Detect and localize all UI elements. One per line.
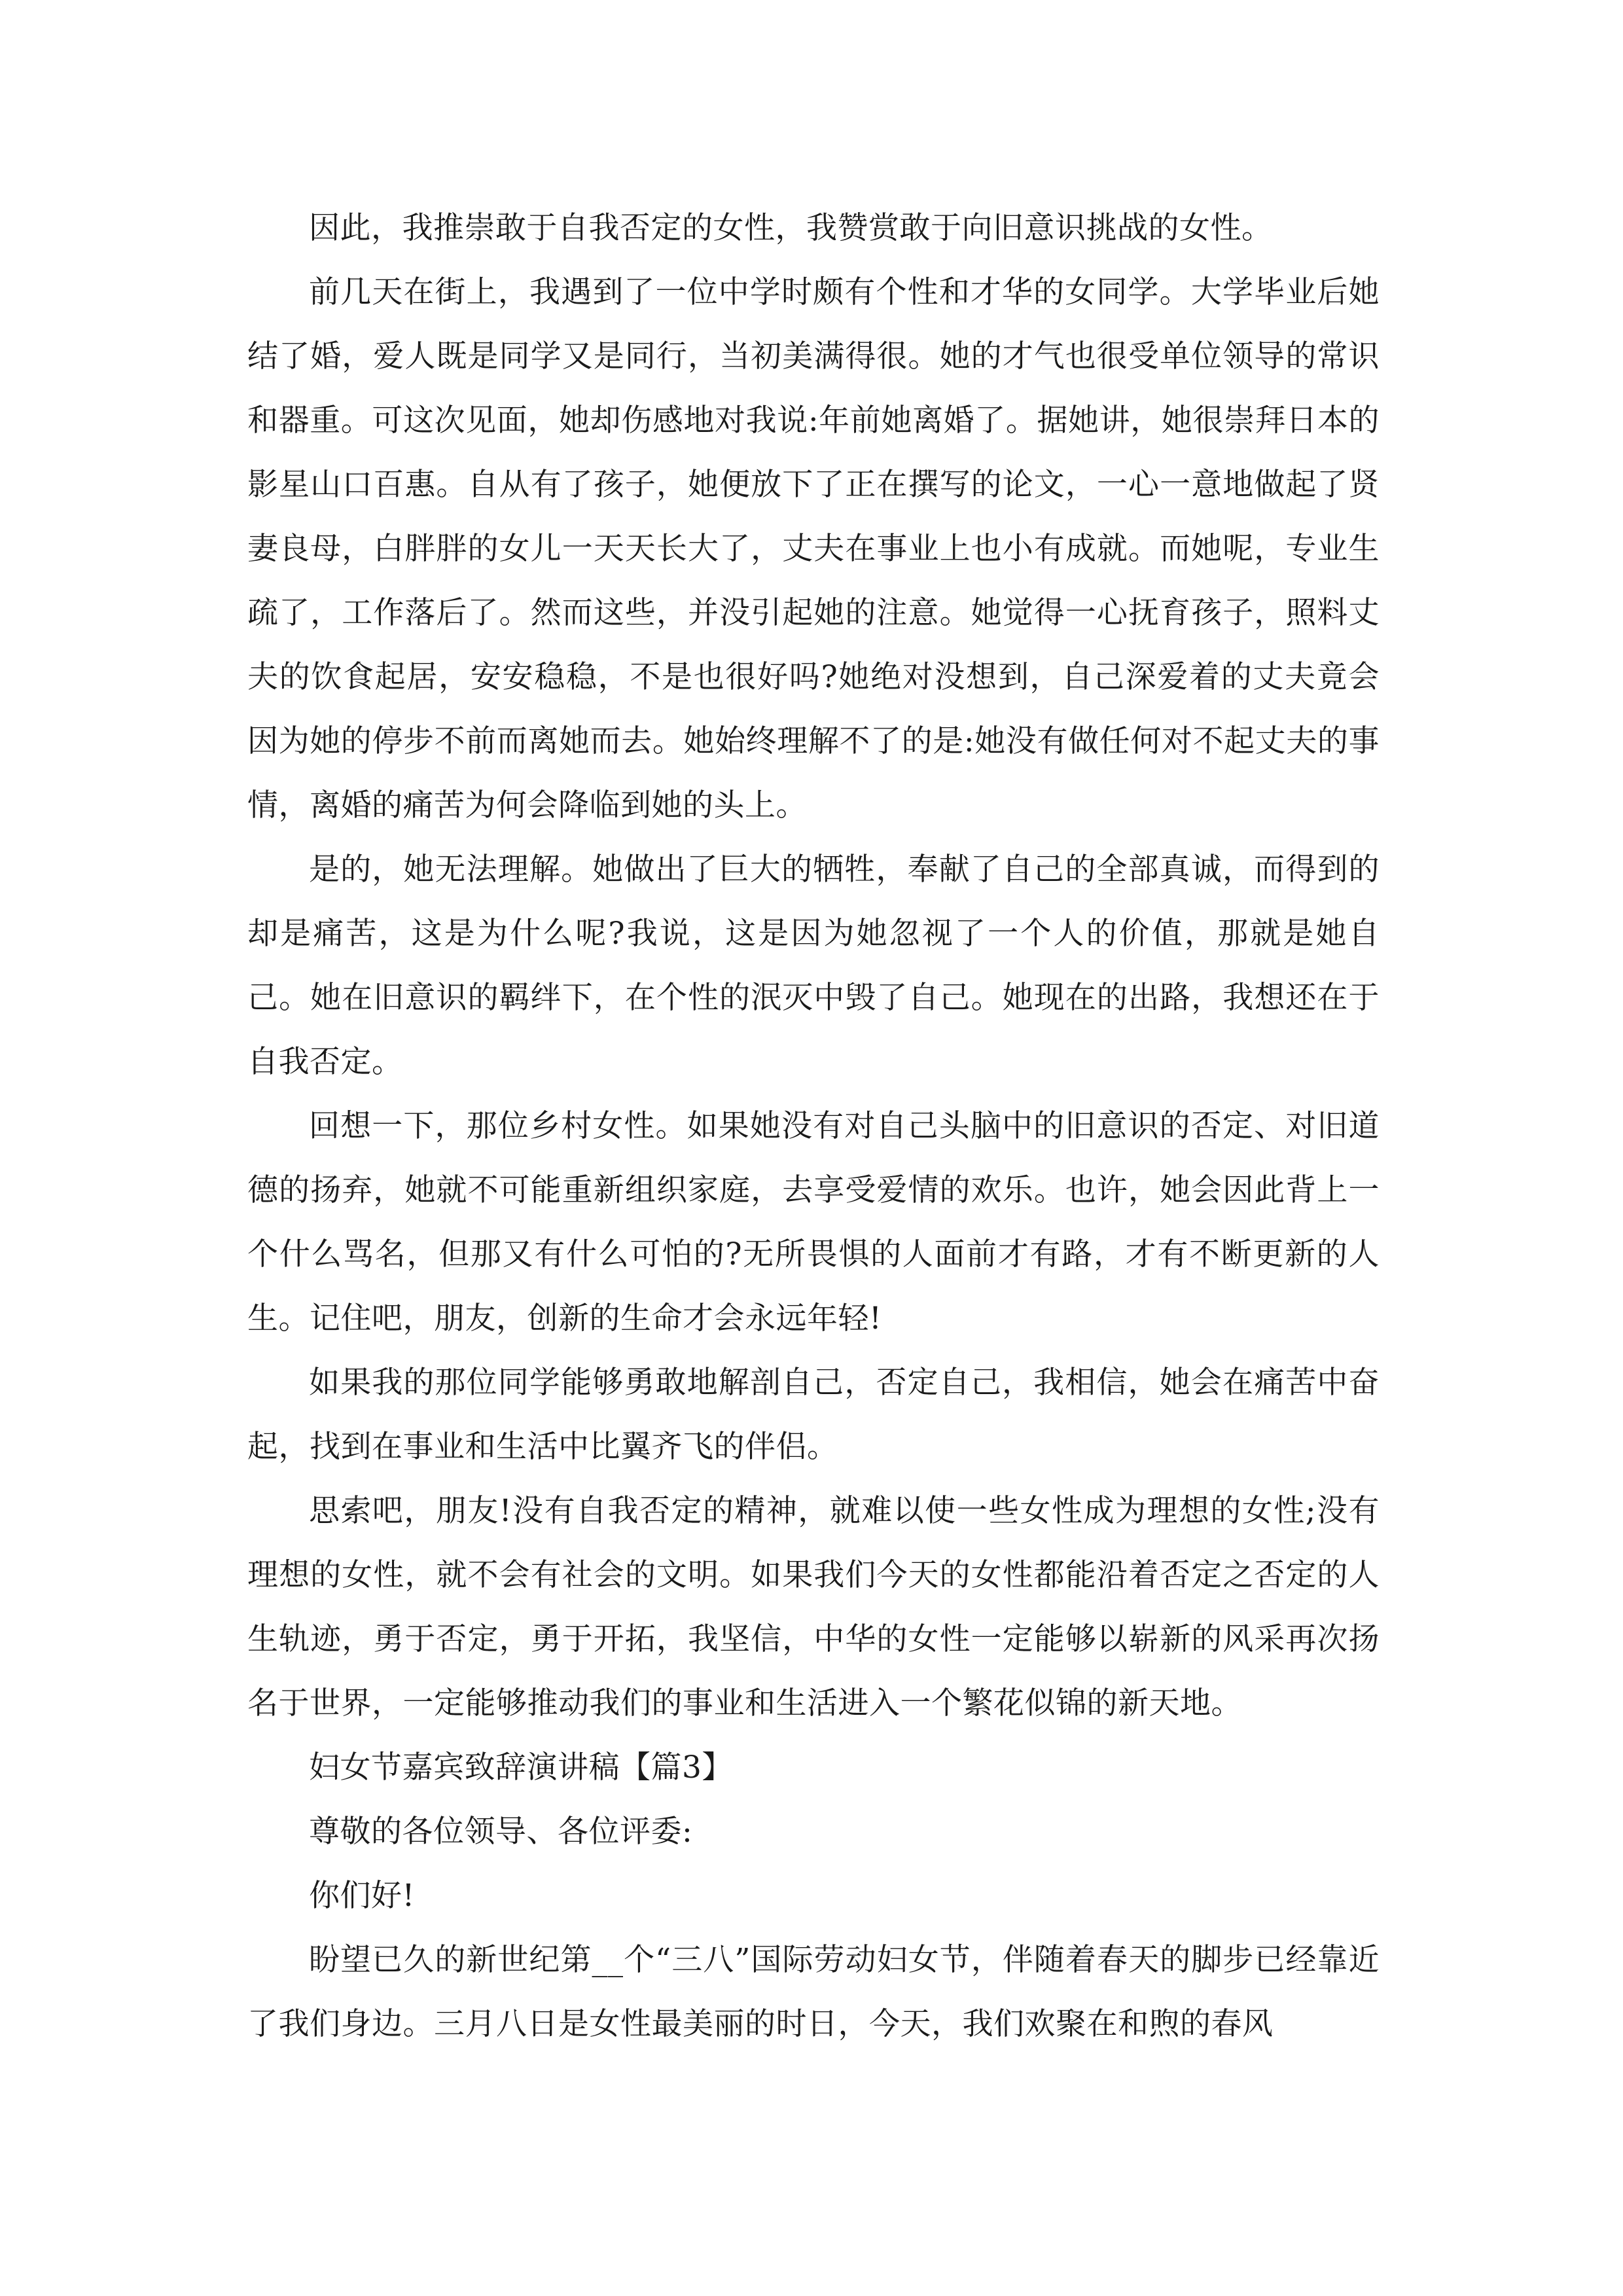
paragraph-1 (247, 196, 1380, 260)
heading-text: 妇女节嘉宾致辞演讲稿【篇3】 (309, 1749, 733, 1785)
document-body (247, 196, 1380, 2056)
salutation (247, 1800, 1380, 1864)
paragraph-text: 盼望已久的新世纪第__个“三八”国际劳动妇女节，伴随着春天的脚步已经靠近了我们身边。三月八日是女性最美丽的时日，今天，我们欢聚在和煦的春风 (247, 1942, 1380, 2042)
salutation-text: 尊敬的各位领导、各位评委: (309, 1814, 693, 1850)
paragraph-text: 前几天在街上，我遇到了一位中学时颇有个性和才华的女同学。大学毕业后她结了婚，爱人既是同学又是同行，当初美满得很。她的才气也很受单位领导的常识和器重。可这次见面，她却伤感地对我说:年前她离婚了。据她讲，她很崇拜日本的影星山口百惠。自从有了孩子，她便放下了正在撰写的论文，一心一意地做起了贤妻良母，白胖胖的女儿一天天长大了，丈夫在事业上也小有成就。而她呢，专业生疏了，工作落后了。然而这些，并没引起她的注意。她觉得一心抚育孩子，照料丈夫的饮食起居，安安稳稳，不是也很好吗?她绝对没想到，自己深爱着的丈夫竟会因为她的停步不前而离她而去。她始终理解不了的是:她没有做任何对不起丈夫的事情，离婚的痛苦为何会降临到她的头上。 (247, 274, 1380, 823)
paragraph-text: 是的，她无法理解。她做出了巨大的牺牲，奉献了自己的全部真诚，而得到的却是痛苦，这是为什么呢?我说，这是因为她忽视了一个人的价值，那就是她自己。她在旧意识的羁绊下，在个性的泯灭中毁了自己。她现在的出路，我想还在于自我否定。 (247, 852, 1380, 1080)
paragraph-text: 思索吧，朋友!没有自我否定的精神，就难以使一些女性成为理想的女性;没有理想的女性，就不会有社会的文明。如果我们今天的女性都能沿着否定之否定的人生轨迹，勇于否定，勇于开拓，我坚信，中华的女性一定能够以崭新的风采再次扬名于世界，一定能够推动我们的事业和生活进入一个繁花似锦的新天地。 (247, 1493, 1380, 1721)
paragraph-text: 因此，我推崇敢于自我否定的女性，我赞赏敢于向旧意识挑战的女性。 (309, 210, 1273, 246)
paragraph-text: 如果我的那位同学能够勇敢地解剖自己，否定自己，我相信，她会在痛苦中奋起，找到在事业和生活中比翼齐飞的伴侣。 (247, 1365, 1380, 1465)
paragraph-6 (247, 1479, 1380, 1736)
paragraph-4 (247, 1094, 1380, 1351)
paragraph-2 (247, 260, 1380, 838)
greeting (247, 1864, 1380, 1928)
paragraph-7 (247, 1928, 1380, 2056)
paragraph-5 (247, 1351, 1380, 1479)
greeting-text: 你们好! (309, 1878, 415, 1914)
section-heading (247, 1736, 1380, 1800)
paragraph-text: 回想一下，那位乡村女性。如果她没有对自己头脑中的旧意识的否定、对旧道德的扬弃，她就不可能重新组织家庭，去享受爱情的欢乐。也许，她会因此背上一个什么骂名，但那又有什么可怕的?无所畏惧的人面前才有路，才有不断更新的人生。记住吧，朋友，创新的生命才会永远年轻! (247, 1108, 1380, 1336)
paragraph-3 (247, 838, 1380, 1094)
